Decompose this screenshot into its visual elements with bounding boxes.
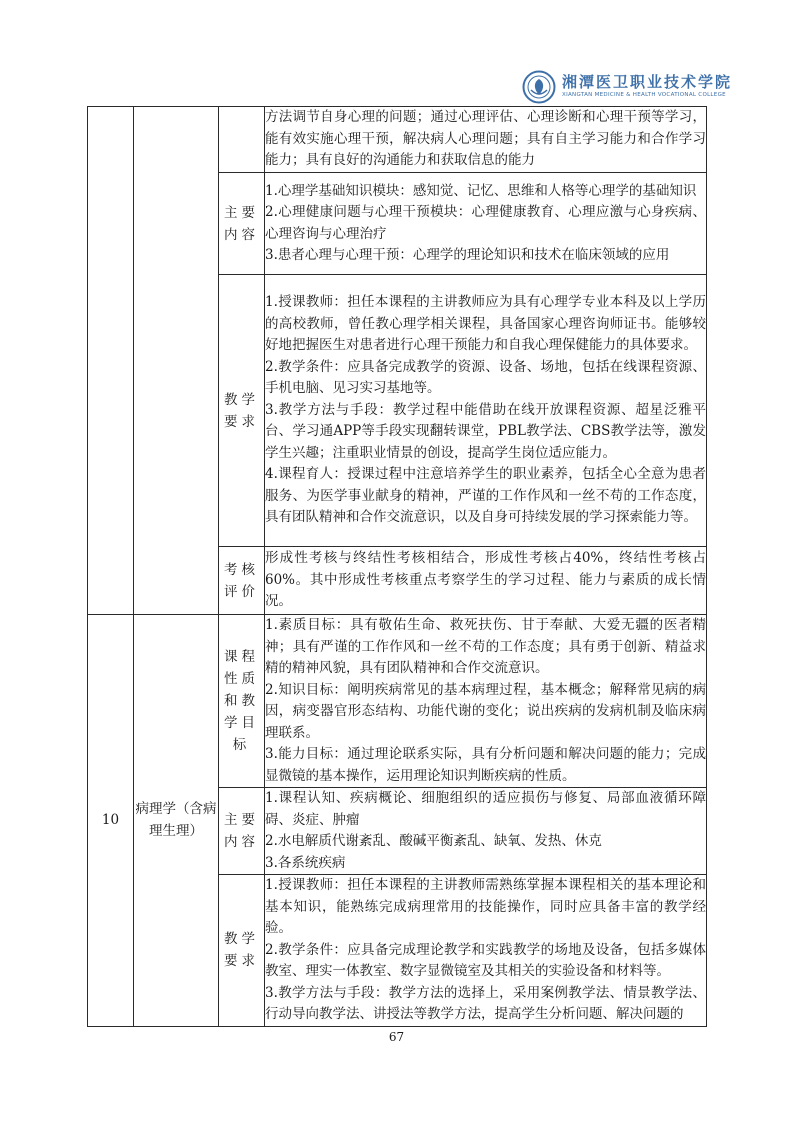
- content-line: 1.课程认知、疾病概论、细胞组织的适应损伤与修复、局部血液循环障碍、炎症、肿瘤: [265, 790, 706, 828]
- table-row: [88, 615, 707, 788]
- content-line: 方法调节自身心理的问题；通过心理评估、心理诊断和心理干预等学习，能有效实施心理干预，解决病人心理问题；具有自主学习能力和合作学习能力；具有良好的沟通能力和获取信息的能力: [265, 109, 706, 169]
- section-content: [265, 875, 707, 1027]
- school-name-en: XIANGTAN MEDICINE & HEALTH VOCATIONAL COLLEGE: [562, 92, 726, 98]
- content-line: 4.课程育人：授课过程中注意培养学生的职业素养，包括全心全意为患者服务、为医学事业献身的精神，严谨的工作作风和一丝不苟的工作态度，具有团队精神和合作交流意识，以及自身可持续发展的学习探索能力等。: [265, 466, 706, 526]
- content-line: 1.授课教师：担任本课程的主讲教师需熟练掌握本课程相关的基本理论和基本知识，能熟练完成病理常用的技能操作，同时应具备丰富的教学经验。: [265, 877, 706, 936]
- content-line: 1.授课教师：担任本课程的主讲教师应为具有心理学专业本科及以上学历的高校教师，曾任教心理学相关课程，具备国家心理咨询师证书。能够较好地把握医生对患者进行心理干预能力和自我心理保健能力的具体要求。: [265, 294, 706, 354]
- section-label: 教学要求: [219, 275, 265, 547]
- section-label: 主要内容: [219, 173, 265, 275]
- content-line: 3.能力目标：通过理论联系实际，具有分析问题和解决问题的能力；完成显微镜的基本操作，运用理论知识判断疾病的性质。: [265, 746, 706, 784]
- course-name-cell: [134, 107, 219, 615]
- section-label: 教学要求: [219, 875, 265, 1027]
- content-line: 2.知识目标：阐明疾病常见的基本病理过程，基本概念；解释常见病的病因，病变器官形态结构、功能代谢的变化；说出疾病的发病机制及临床病理联系。: [265, 681, 706, 741]
- content-line: 1.心理学基础知识模块：感知觉、记忆、思维和人格等心理学的基础知识: [265, 182, 697, 199]
- section-label: 主要内容: [219, 788, 265, 875]
- content-line: 3.教学方法与手段：教学过程中能借助在线开放课程资源、超星泛雅平台、学习通APP等手段实现翻转课堂，PBL教学法、CBS教学法等，激发学生兴趣；注重职业情景的创设，提高学生岗位适应能力。: [265, 401, 706, 461]
- course-number-cell: [88, 107, 134, 615]
- content-line: 2.教学条件：应具备完成理论教学和实践教学的场地及设备，包括多媒体教室、理实一体教室、数字显微镜室及其相关的实验设备和材料等。: [265, 941, 706, 979]
- school-emblem-icon: [522, 70, 556, 104]
- section-content: [265, 788, 707, 875]
- content-line: 形成性考核与终结性考核相结合，形成性考核占40%，终结性考核占60%。其中形成性考核重点考察学生的学习过程、能力与素质的成长情况。: [265, 550, 706, 610]
- course-name-cell: 病理学（含病理生理）: [134, 615, 219, 1027]
- section-content: [265, 107, 707, 173]
- section-content: [265, 547, 707, 615]
- section-label: [219, 107, 265, 173]
- content-line: 1.素质目标：具有敬佑生命、救死扶伤、甘于奉献、大爱无疆的医者精神；具有严谨的工作作风和一丝不苟的工作态度；具有勇于创新、精益求精的精神风貌，具有团队精神和合作交流意识。: [265, 617, 706, 676]
- school-name: 湘潭医卫职业技术学院: [562, 73, 733, 91]
- content-line: 3.教学方法与手段：教学方法的选择上，采用案例教学法、情景教学法、行动导向教学法、讲授法等教学方法，提高学生分析问题、解决问题的: [265, 984, 706, 1022]
- section-content: [265, 173, 707, 275]
- course-table: [87, 106, 707, 1027]
- section-label: 考核评价: [219, 547, 265, 615]
- section-content: [265, 615, 707, 788]
- content-line: 3.患者心理与心理干预：心理学的理论知识和技术在临床领域的应用: [265, 247, 670, 263]
- content-line: 2.教学条件：应具备完成教学的资源、设备、场地，包括在线课程资源、手机电脑、见习实习基地等。: [265, 358, 706, 397]
- table-row: [88, 107, 707, 173]
- school-logo: [522, 68, 732, 108]
- content-line: 2.心理健康问题与心理干预模块：心理健康教育、心理应激与心身疾病、心理咨询与心理治疗: [265, 204, 706, 242]
- section-label: 课程性质和教学目标: [219, 615, 265, 788]
- content-line: 3.各系统疾病: [265, 854, 346, 871]
- page-number: 67: [388, 1030, 405, 1044]
- course-number-cell: 10: [88, 615, 134, 1027]
- section-content: [265, 275, 707, 547]
- content-line: 2.水电解质代谢紊乱、酸碱平衡紊乱、缺氧、发热、休克: [265, 833, 602, 849]
